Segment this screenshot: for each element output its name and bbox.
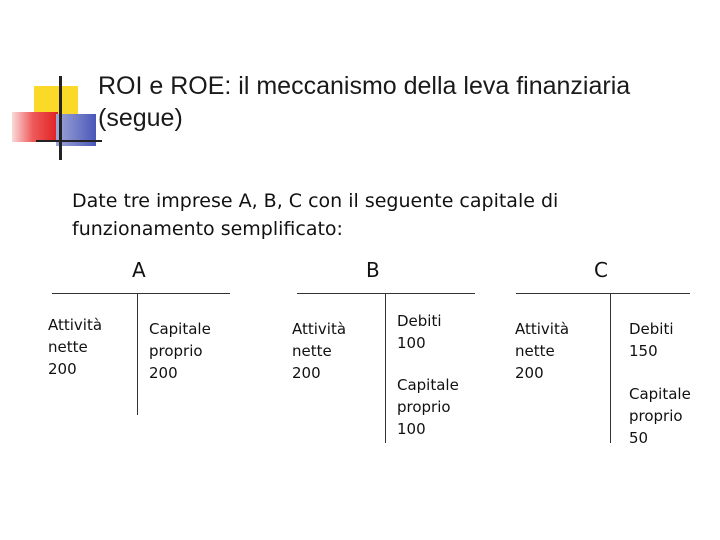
company-b-equity-line: proprio bbox=[397, 398, 451, 416]
company-c-equity bbox=[629, 383, 691, 449]
company-a-equity-line: proprio bbox=[149, 342, 203, 360]
company-c-debts-line: Debiti bbox=[629, 320, 674, 338]
company-b-debts-line: Debiti bbox=[397, 312, 442, 330]
t-account-b-divider bbox=[385, 293, 386, 443]
company-a-equity-value: 200 bbox=[149, 364, 178, 382]
company-c-debts bbox=[629, 318, 674, 362]
company-c-debts-value: 150 bbox=[629, 342, 658, 360]
company-c-label: C bbox=[594, 258, 608, 282]
intro-text bbox=[72, 187, 672, 243]
company-b-equity-value: 100 bbox=[397, 420, 426, 438]
company-c-assets-line: Attività bbox=[515, 320, 570, 338]
company-c-assets-line: nette bbox=[515, 342, 555, 360]
company-c-assets bbox=[515, 318, 569, 384]
decor-red-square bbox=[12, 112, 58, 142]
company-b-assets bbox=[292, 318, 346, 384]
decor-vertical-bar bbox=[59, 76, 62, 160]
company-a-equity-line: Capitale bbox=[149, 320, 211, 338]
company-a-assets bbox=[48, 314, 102, 380]
company-c-equity-value: 50 bbox=[629, 429, 649, 447]
slide-title-line2: (segue) bbox=[98, 104, 183, 132]
decor-horizontal-bar bbox=[36, 140, 102, 142]
company-b-debts-value: 100 bbox=[397, 334, 426, 352]
company-b-assets-value: 200 bbox=[292, 364, 321, 382]
company-b-assets-line: Attività bbox=[292, 320, 347, 338]
slide-title bbox=[98, 70, 698, 134]
t-account-c-top-line bbox=[516, 293, 690, 294]
company-a-assets-line: nette bbox=[48, 338, 88, 356]
company-c-assets-value: 200 bbox=[515, 364, 544, 382]
t-account-a-divider bbox=[137, 293, 138, 415]
company-c-equity-line: Capitale bbox=[629, 385, 691, 403]
slide-title-line1: ROI e ROE: il meccanismo della leva finanziaria bbox=[98, 72, 631, 100]
company-b-assets-line: nette bbox=[292, 342, 332, 360]
company-a-assets-line: Attività bbox=[48, 316, 103, 334]
company-b-label: B bbox=[366, 258, 380, 282]
intro-line1: Date tre imprese A, B, C con il seguente capitale di bbox=[72, 190, 559, 212]
t-account-c-divider bbox=[610, 293, 611, 443]
company-a-assets-value: 200 bbox=[48, 360, 77, 378]
company-a-label: A bbox=[132, 258, 146, 282]
company-a-equity bbox=[149, 318, 211, 384]
t-account-b-top-line bbox=[297, 293, 475, 294]
t-account-a-top-line bbox=[52, 293, 230, 294]
intro-line2: funzionamento semplificato: bbox=[72, 218, 343, 240]
company-b-debts bbox=[397, 310, 442, 354]
company-c-equity-line: proprio bbox=[629, 407, 683, 425]
company-b-equity-line: Capitale bbox=[397, 376, 459, 394]
company-b-equity bbox=[397, 374, 459, 440]
